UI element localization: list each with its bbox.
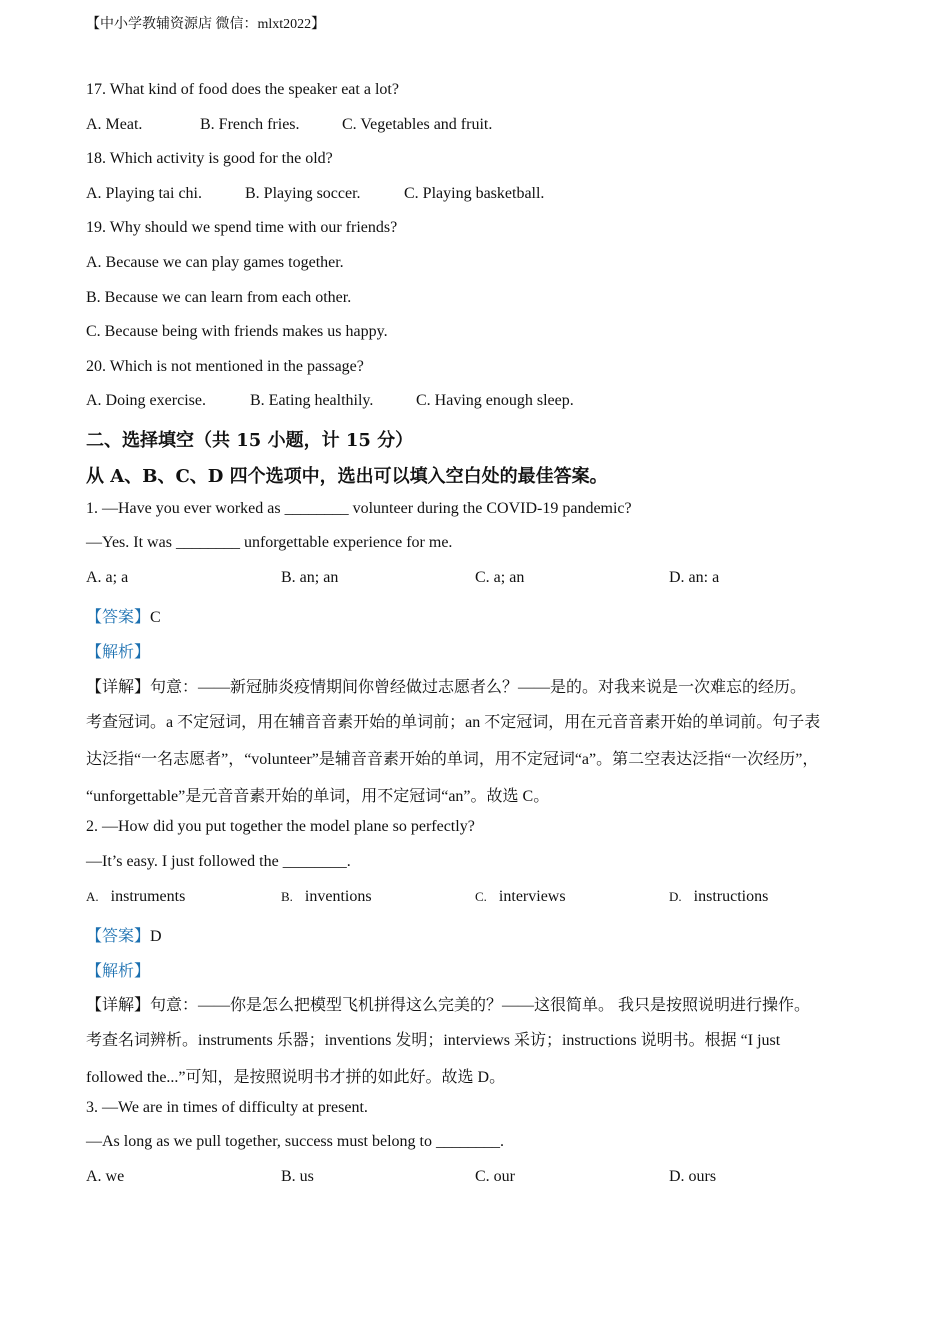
question-17-options xyxy=(86,116,866,140)
option-word: interviews xyxy=(498,888,566,905)
detail-line: 【详解】句意：——新冠肺炎疫情期间你曾经做过志愿者么？——是的。对我来说是一次难忘的经历。 xyxy=(86,679,807,696)
s2-question-3-line2: —As long as we pull together, success must belong to ________. xyxy=(86,1133,504,1150)
option-d: D. ours xyxy=(669,1168,717,1185)
page-header: 【中小学教辅资源店 微信：mlxt2022】 xyxy=(86,17,326,32)
s2-question-3-options xyxy=(86,1168,866,1192)
option-b: B. French fries. xyxy=(200,116,300,133)
analysis-label: 【解析】 xyxy=(86,963,151,980)
option-a: A. we xyxy=(86,1168,125,1185)
answer-value: C xyxy=(150,609,161,626)
option-b: B. Playing soccer. xyxy=(245,185,361,202)
s2-question-1-line2: —Yes. It was ________ unforgettable experience for me. xyxy=(86,534,453,551)
section-title: 二、选择填空（共 15 小题，计 15 分） xyxy=(86,430,414,451)
answer-line xyxy=(86,604,161,627)
option-b xyxy=(281,888,372,906)
option-a: A. Meat. xyxy=(86,116,143,133)
question-19-option-c: C. Because being with friends makes us happy. xyxy=(86,323,388,340)
detail-line: “unforgettable”是元音音素开始的单词，用不定冠词“an”。故选 C。 xyxy=(86,788,550,805)
question-18-options xyxy=(86,185,866,209)
question-17: 17. What kind of food does the speaker eat a lot? xyxy=(86,81,399,98)
option-a xyxy=(86,888,185,906)
s2-question-2-options xyxy=(86,888,866,912)
detail-line: followed the...”可知，是按照说明书才拼的如此好。故选 D。 xyxy=(86,1069,506,1086)
option-letter: D. xyxy=(669,889,682,904)
s2-question-1-line1: 1. —Have you ever worked as ________ volunteer during the COVID-19 pandemic? xyxy=(86,500,632,517)
question-19-option-a: A. Because we can play games together. xyxy=(86,254,344,271)
section-instruction: 从 A、B、C、D 四个选项中，选出可以填入空白处的最佳答案。 xyxy=(86,466,608,487)
option-letter: A. xyxy=(86,889,99,904)
detail-line: 达泛指“一名志愿者”，“volunteer”是辅音音素开始的单词，用不定冠词“a”。第二空表达泛指“一次经历”， xyxy=(86,751,819,768)
option-letter: C. xyxy=(475,889,487,904)
detail-line: 考查名词辨析。instruments 乐器；inventions 发明；interviews 采访；instructions 说明书。根据 “I just xyxy=(86,1032,781,1049)
option-c: C. our xyxy=(475,1168,515,1185)
option-word: instructions xyxy=(693,888,769,905)
question-20-options xyxy=(86,392,866,416)
option-c: C. Vegetables and fruit. xyxy=(342,116,493,133)
option-b: B. us xyxy=(281,1168,314,1185)
answer-label: 【答案】 xyxy=(86,928,151,945)
option-c: C. Having enough sleep. xyxy=(416,392,574,409)
question-19-option-b: B. Because we can learn from each other. xyxy=(86,289,352,306)
question-19: 19. Why should we spend time with our friends? xyxy=(86,219,398,236)
option-a: A. a; a xyxy=(86,569,129,586)
s2-question-2-line2: —It’s easy. I just followed the ________. xyxy=(86,853,351,870)
option-word: inventions xyxy=(304,888,372,905)
analysis-label: 【解析】 xyxy=(86,644,151,661)
option-d xyxy=(669,888,768,906)
question-20: 20. Which is not mentioned in the passage? xyxy=(86,358,364,375)
question-18: 18. Which activity is good for the old? xyxy=(86,150,333,167)
answer-value: D xyxy=(150,928,162,945)
option-a: A. Doing exercise. xyxy=(86,392,206,409)
detail-line: 【详解】句意：——你是怎么把模型飞机拼得这么完美的？——这很简单。 我只是按照说明进行操作。 xyxy=(86,997,811,1014)
option-word: instruments xyxy=(110,888,186,905)
s2-question-2-line1: 2. —How did you put together the model plane so perfectly? xyxy=(86,818,475,835)
option-b: B. Eating healthily. xyxy=(250,392,374,409)
answer-label: 【答案】 xyxy=(86,609,151,626)
option-c: C. a; an xyxy=(475,569,525,586)
option-d: D. an: a xyxy=(669,569,720,586)
option-c xyxy=(475,888,566,906)
detail-line: 考查冠词。a 不定冠词，用在辅音音素开始的单词前；an 不定冠词，用在元音音素开始的单词前。句子表 xyxy=(86,714,821,731)
option-a: A. Playing tai chi. xyxy=(86,185,202,202)
option-b: B. an; an xyxy=(281,569,339,586)
option-letter: B. xyxy=(281,889,293,904)
s2-question-1-options xyxy=(86,569,866,593)
s2-question-3-line1: 3. —We are in times of difficulty at present. xyxy=(86,1099,368,1116)
answer-line xyxy=(86,923,162,946)
option-c: C. Playing basketball. xyxy=(404,185,545,202)
